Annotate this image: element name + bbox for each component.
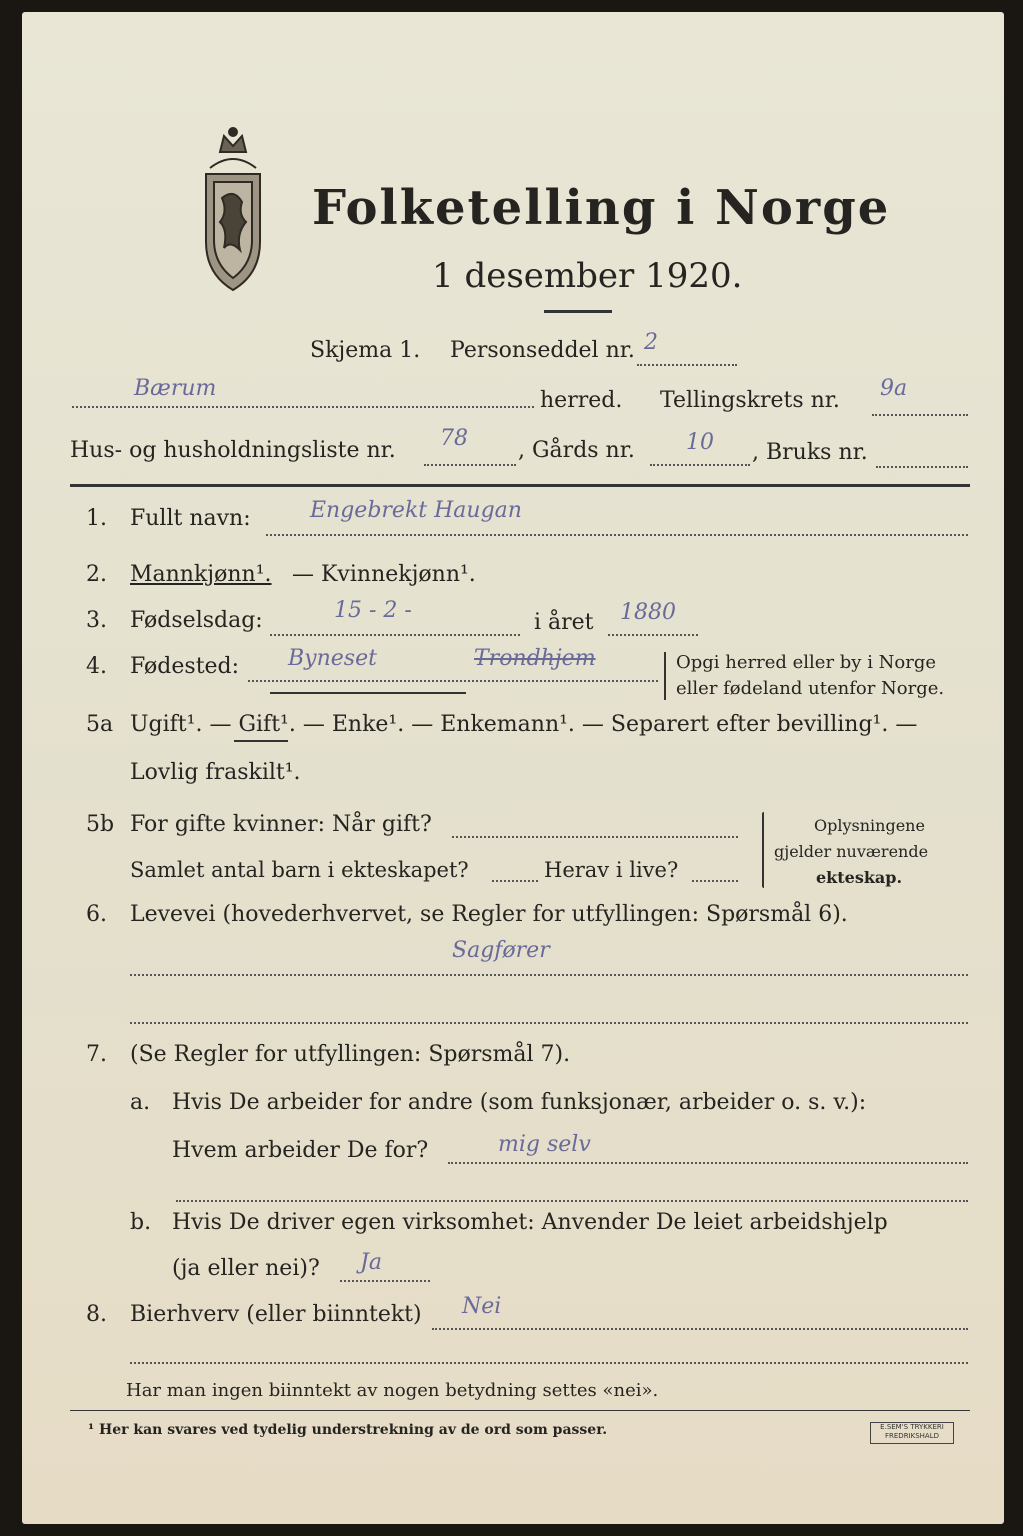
q4-label: Fødested: [130, 654, 240, 679]
birth-year-value: 1880 [620, 600, 676, 625]
bruks-line [876, 466, 968, 468]
hus-value: 78 [440, 426, 468, 451]
skjema-label: Skjema 1. [310, 338, 421, 363]
q7a-line2-rule [176, 1200, 968, 1202]
q7a-line [448, 1162, 968, 1164]
q4-number: 4. [86, 654, 107, 679]
printer-stamp-line2: FREDRIKSHALD [884, 1432, 939, 1440]
printer-stamp-line1: E.SEM'S TRYKKERI [880, 1423, 944, 1431]
hus-label: Hus- og husholdningsliste nr. [70, 438, 396, 463]
title-divider [544, 310, 612, 313]
q5b-note-bracket [762, 812, 764, 888]
q6-line2 [130, 1022, 968, 1024]
q5b-number: 5b [86, 812, 115, 837]
q5b-when-married: For gifte kvinner: Når gift? [130, 812, 432, 837]
q7b-line2: (ja eller nei)? [172, 1256, 320, 1281]
q8-number: 8. [86, 1302, 107, 1327]
hus-line [424, 464, 516, 466]
q5a-number: 5a [86, 712, 114, 737]
q8-label: Bierhverv (eller biinntekt) [130, 1302, 422, 1327]
q5b-note-line2: gjelder nuværende [774, 842, 929, 861]
q2-number: 2. [86, 562, 107, 587]
q4-note-line2: eller fødeland utenfor Norge. [676, 678, 945, 699]
footnote-rule [70, 1410, 970, 1411]
q7b-letter: b. [130, 1210, 152, 1235]
birthplace-value: Byneset [288, 646, 377, 671]
personseddel-value: 2 [644, 330, 658, 355]
gards-line [650, 464, 750, 466]
tellingskrets-line [872, 414, 968, 416]
q4-underline [270, 692, 466, 694]
q3-year-line [608, 634, 698, 636]
footnote: ¹ Her kan svares ved tydelig understrekning av de ord som passer. [88, 1422, 608, 1438]
q5b-note-line1: Oplysningene [814, 816, 925, 835]
herred-label: herred. [540, 388, 623, 413]
q5b-children-line [492, 880, 538, 882]
q5b-line1 [452, 836, 738, 838]
q7a-line2: Hvem arbeider De for? [172, 1138, 429, 1163]
birthplace-struck-value: Trondhjem [474, 646, 596, 671]
personseddel-line [637, 364, 737, 366]
q3-label: Fødselsdag: [130, 608, 263, 633]
q1-label: Fullt navn: [130, 506, 251, 531]
q5a-gift-underline [234, 740, 288, 742]
q4-note-line1: Opgi herred eller by i Norge [676, 652, 937, 673]
full-name-value: Engebrekt Haugan [310, 498, 522, 523]
herred-line [72, 406, 534, 408]
q3-year-label: i året [534, 610, 594, 635]
census-date: 1 desember 1920. [432, 256, 743, 296]
bruks-label: , Bruks nr. [752, 440, 868, 465]
q7b-line1: Hvis De driver egen virksomhet: Anvender De leiet arbeidshjelp [172, 1210, 888, 1235]
employer-value: mig selv [498, 1132, 591, 1157]
q1-line [266, 534, 968, 536]
gards-label: , Gårds nr. [518, 438, 635, 463]
q5b-alive: Herav i live? [544, 858, 679, 882]
gards-value: 10 [686, 430, 714, 455]
q4-line [248, 680, 658, 682]
q2-mannkjonn: Mannkjønn¹. [130, 562, 272, 587]
q2-kvinnekjonn: — Kvinnekjønn¹. [292, 562, 476, 587]
q8-note: Har man ingen biinntekt av nogen betydning settes «nei». [126, 1380, 659, 1401]
q5b-note-line3: ekteskap. [816, 868, 903, 887]
tellingskrets-value: 9a [880, 376, 908, 401]
hired-help-value: Ja [360, 1250, 382, 1275]
q7b-line [340, 1280, 430, 1282]
form-title: Folketelling i Norge [312, 180, 891, 236]
q1-number: 1. [86, 506, 107, 531]
q7-number: 7. [86, 1042, 107, 1067]
occupation-value: Sagfører [452, 938, 550, 963]
census-form [22, 12, 1004, 1524]
herred-value: Bærum [134, 376, 217, 401]
q8-line2 [130, 1362, 968, 1364]
q8-line [432, 1328, 968, 1330]
q6-label: Levevei (hovederhvervet, se Regler for utfyllingen: Spørsmål 6). [130, 902, 848, 927]
tellingskrets-label: Tellingskrets nr. [660, 388, 840, 413]
coat-of-arms-icon [190, 122, 276, 294]
q7a-line1: Hvis De arbeider for andre (som funksjonær, arbeider o. s. v.): [172, 1090, 867, 1115]
q4-note-bracket [664, 652, 666, 700]
birthdate-value: 15 - 2 - [334, 598, 412, 623]
q7a-letter: a. [130, 1090, 151, 1115]
side-income-value: Nei [462, 1294, 502, 1319]
personseddel-label: Personseddel nr. [450, 338, 635, 363]
header-rule [70, 484, 970, 487]
q5a-options: Ugift¹. — Gift¹. — Enke¹. — Enkemann¹. — Separert efter bevilling¹. — [130, 712, 918, 737]
q5a-options-line2: Lovlig fraskilt¹. [130, 760, 301, 785]
q5b-alive-line [692, 880, 738, 882]
q5b-children: Samlet antal barn i ekteskapet? [130, 858, 469, 882]
q3-line [270, 634, 520, 636]
q6-number: 6. [86, 902, 107, 927]
printer-stamp [870, 1422, 954, 1444]
q7-label: (Se Regler for utfyllingen: Spørsmål 7). [130, 1042, 571, 1067]
q6-line1 [130, 974, 968, 976]
q3-number: 3. [86, 608, 107, 633]
